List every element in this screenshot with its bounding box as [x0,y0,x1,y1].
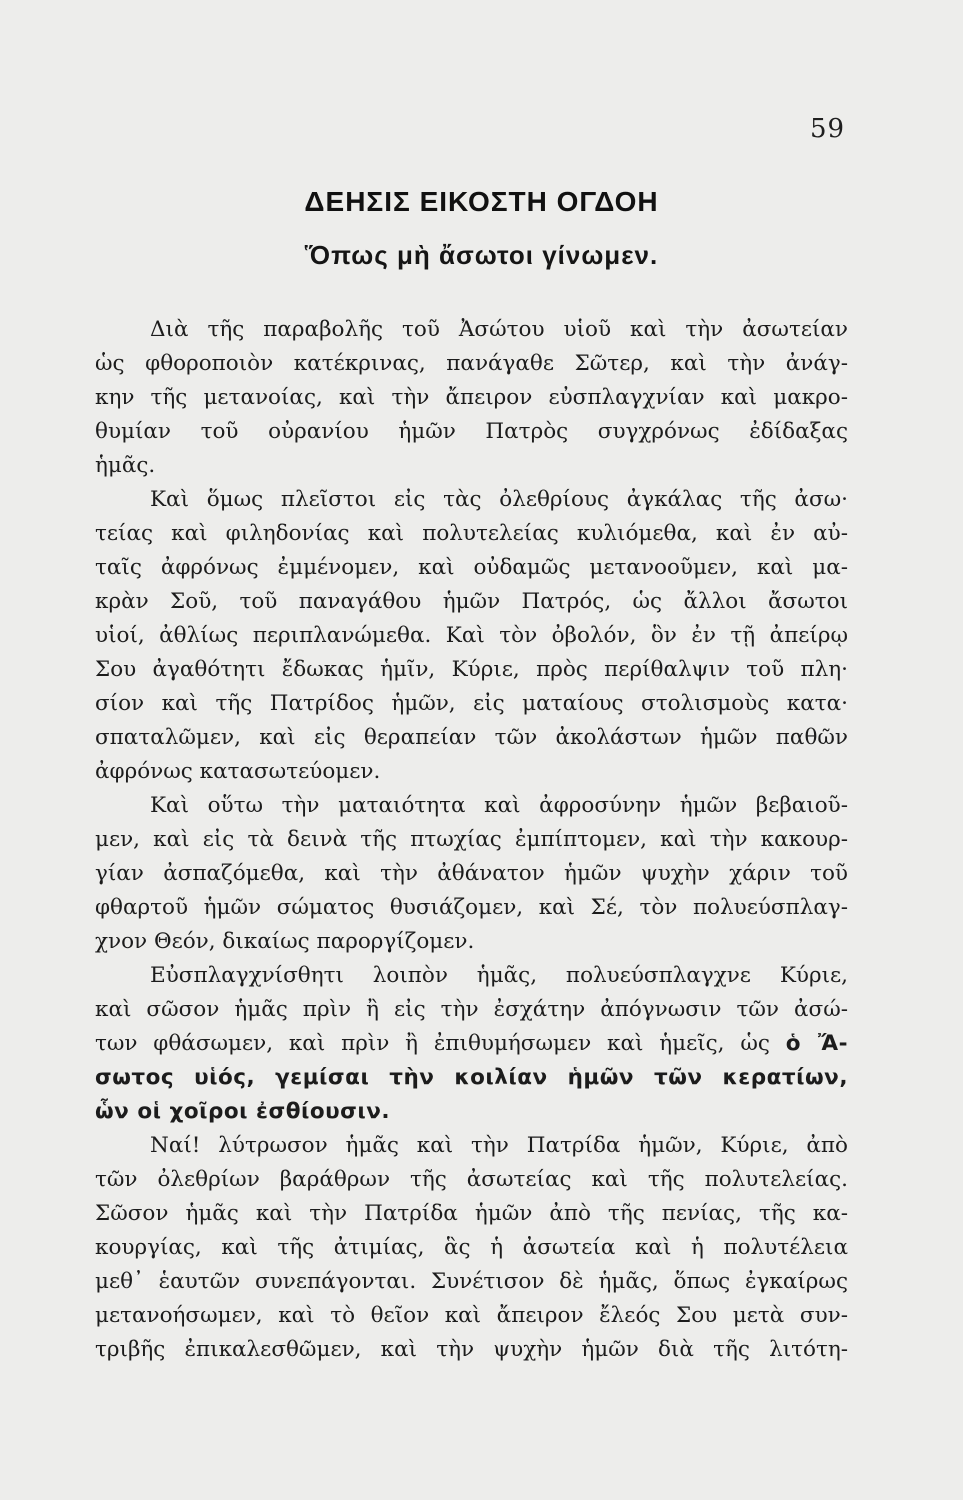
text-line: κουργίας, καὶ τῆς ἀτιμίας, ἃς ἡ ἀσωτεία καὶ ἡ πολυτέλεια [95,1235,848,1260]
text-line: φθαρτοῦ ἡμῶν σώματος θυσιάζομεν, καὶ Σέ, τὸν πολυεύσπλαγ- [95,895,848,920]
text-line: τῶν ὀλεθρίων βαράθρων τῆς ἀσωτείας καὶ τῆς πολυτελείας. [95,1167,848,1192]
text-line: Διὰ τῆς παραβολῆς τοῦ Ἀσώτου υἱοῦ καὶ τὴν ἀσωτείαν [150,317,848,342]
text-line: ἡμᾶς. [95,453,156,478]
text-line: θυμίαν τοῦ οὐρανίου ἡμῶν Πατρὸς συγχρόνως ἐδίδαξας [95,419,848,444]
text-line: υἱοί, ἀθλίως περιπλανώμεθα. Καὶ τὸν ὀβολόν, ὃν ἐν τῇ ἀπείρῳ [95,623,848,648]
text-line: τριβῆς ἐπικαλεσθῶμεν, καὶ τὴν ψυχὴν ἡμῶν διὰ τῆς λιτότη- [95,1337,848,1362]
text-line: Σῶσον ἡμᾶς καὶ τὴν Πατρίδα ἡμῶν ἀπὸ τῆς πενίας, τῆς κα- [95,1201,848,1226]
text-line: ὡς φθοροποιὸν κατέκρινας, πανάγαθε Σῶτερ, καὶ τὴν ἀνάγ- [95,351,848,376]
text-line [95,1027,848,1061]
text-line: Καὶ ὅμως πλεῖστοι εἰς τὰς ὀλεθρίους ἀγκάλας τῆς ἀσω· [150,487,848,512]
text-line: σίον καὶ τῆς Πατρίδος ἡμῶν, εἰς ματαίους στολισμοὺς κατα· [95,691,848,716]
text-line: κην τῆς μετανοίας, καὶ τὴν ἄπειρον εὐσπλαγχνίαν καὶ μακρο- [95,385,848,410]
bold-quote-line: σωτος υἱός, γεμίσαι τὴν κοιλίαν ἡμῶν τῶν κερατίων, [95,1065,848,1090]
text-line: χνον Θεόν, δικαίως παροργίζομεν. [95,929,475,954]
text-line: ἀφρόνως κατασωτεύομεν. [95,759,381,784]
text-line: μεν, καὶ εἰς τὰ δεινὰ τῆς πτωχίας ἐμπίπτομεν, καὶ τὴν κακουρ- [95,827,848,852]
prayer-title: ΔΕΗΣΙΣ ΕΙΚΟΣΤΗ ΟΓΔΟΗ [304,186,659,217]
text-line: γίαν ἀσπαζόμεθα, καὶ τὴν ἀθάνατον ἡμῶν ψυχὴν χάριν τοῦ [95,861,848,886]
page-number: 59 [810,114,846,144]
bold-quote-segment: ὁ Ἄ- [785,1031,848,1056]
text-line: σπαταλῶμεν, καὶ εἰς θεραπείαν τῶν ἀκολάστων ἡμῶν παθῶν [95,725,848,750]
text-line: κρὰν Σοῦ, τοῦ παναγάθου ἡμῶν Πατρός, ὡς ἄλλοι ἄσωτοι [95,589,848,614]
text-line: Καὶ οὕτω τὴν ματαιότητα καὶ ἀφροσύνην ἡμῶν βεβαιοῦ- [150,793,848,818]
text-line: μετανοήσωμεν, καὶ τὸ θεῖον καὶ ἄπειρον ἔλεός Σου μετὰ συν- [95,1303,848,1328]
body-text [95,313,848,1367]
prayer-subtitle: Ὅπως μὴ ἄσωτοι γίνωμεν. [304,240,659,270]
text-line: Ναί! λύτρωσον ἡμᾶς καὶ τὴν Πατρίδα ἡμῶν, Κύριε, ἀπὸ [150,1133,848,1158]
text-line: ταῖς ἀφρόνως ἐμμένομεν, καὶ οὐδαμῶς μετανοοῦμεν, καὶ μα- [95,555,848,580]
text-line: καὶ σῶσον ἡμᾶς πρὶν ἢ εἰς τὴν ἐσχάτην ἀπόγνωσιν τῶν ἀσώ- [95,997,848,1022]
text-line: τείας καὶ φιληδονίας καὶ πολυτελείας κυλιόμεθα, καὶ ἐν αὐ- [95,521,848,546]
bold-quote-line: ὧν οἱ χοῖροι ἐσθίουσιν. [95,1099,391,1124]
text-line: Εὐσπλαγχνίσθητι λοιπὸν ἡμᾶς, πολυεύσπλαγχνε Κύριε, [150,963,848,988]
text-line: Σου ἀγαθότητι ἔδωκας ἡμῖν, Κύριε, πρὸς περίθαλψιν τοῦ πλη· [95,657,848,682]
text-segment: των φθάσωμεν, καὶ πρὶν ἢ ἐπιθυμήσωμεν καὶ ἡμεῖς, ὡς [95,1031,770,1056]
text-line: μεθ᾽ ἑαυτῶν συνεπάγονται. Συνέτισον δὲ ἡμᾶς, ὅπως ἐγκαίρως [95,1269,848,1294]
